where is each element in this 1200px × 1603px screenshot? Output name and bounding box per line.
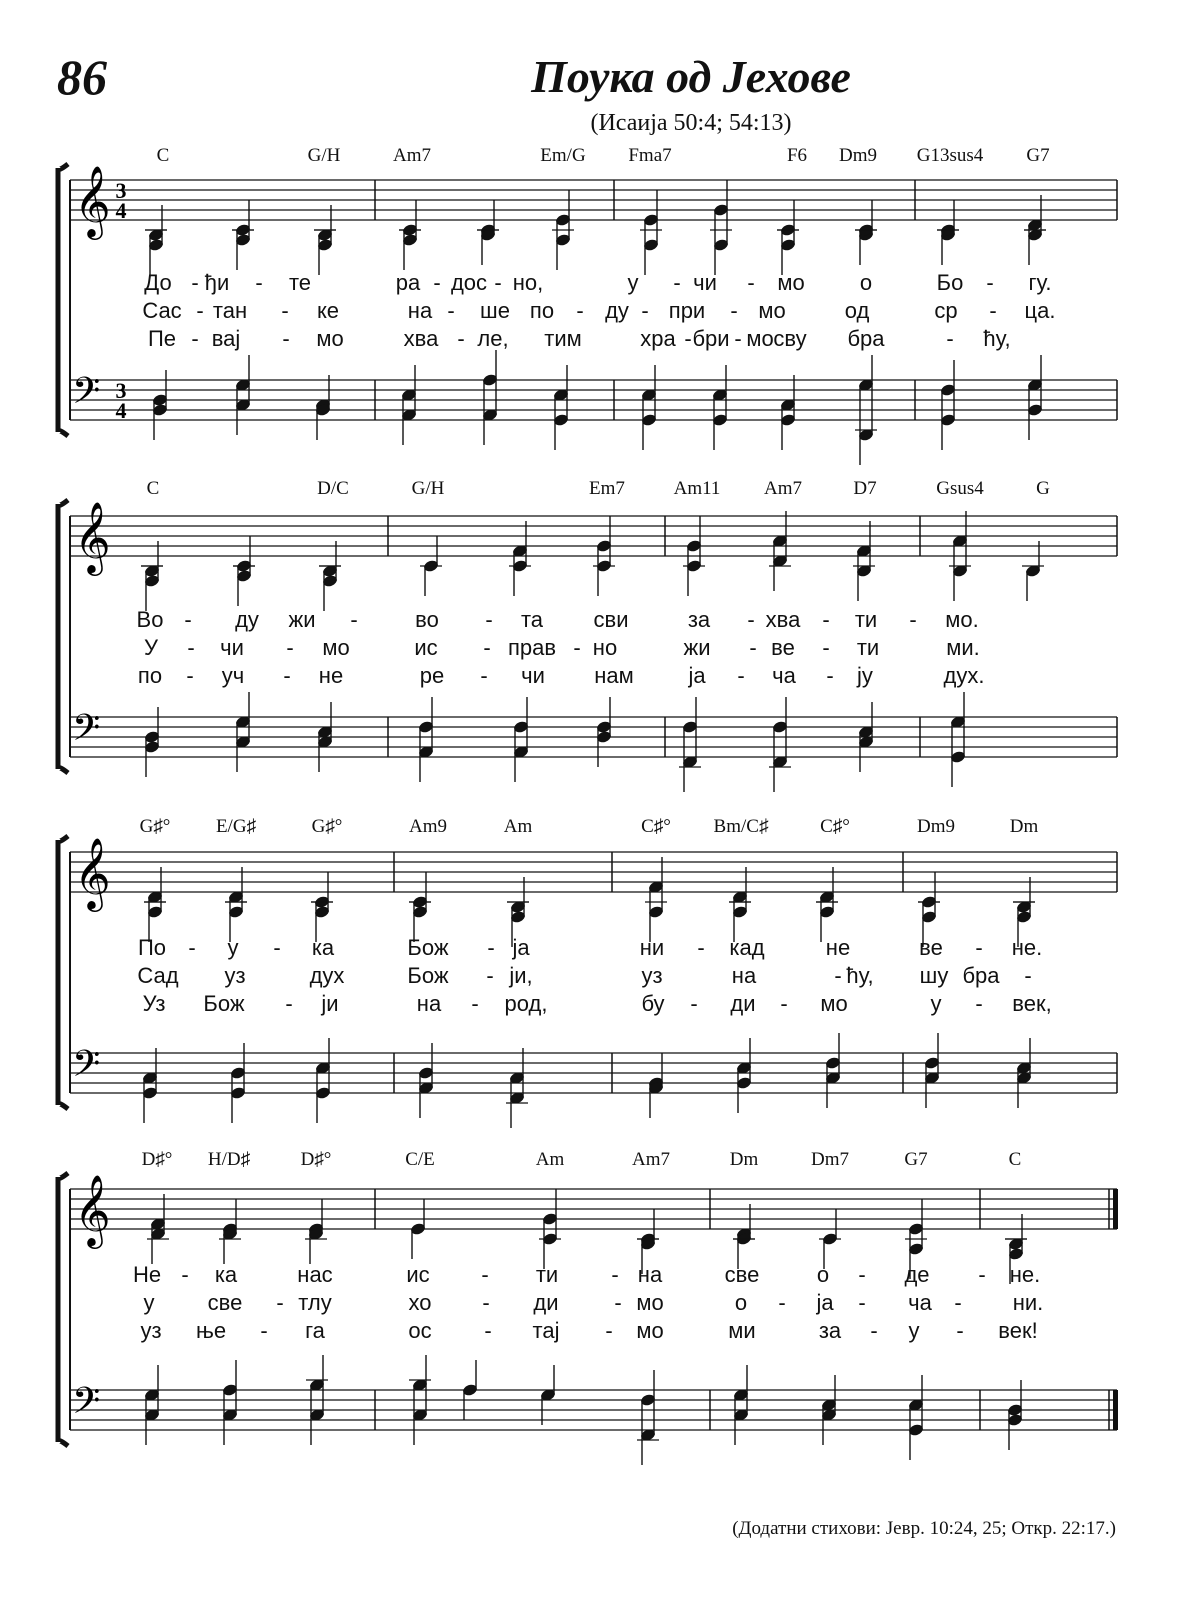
lyric-syllable-verse-3: хра xyxy=(640,326,676,351)
lyric-syllable-verse-1: дос xyxy=(450,270,488,295)
chord-symbol: Am7 xyxy=(632,1149,670,1170)
system-bracket xyxy=(58,836,68,1109)
system-4 xyxy=(58,1149,1118,1465)
chord-symbol: C xyxy=(146,478,160,499)
lyric-syllable-verse-2: Сад xyxy=(137,963,179,988)
lyric-syllable-verse-2: - xyxy=(483,635,491,660)
lyric-syllable-verse-2: - xyxy=(486,963,494,988)
bass-clef-icon: 𝄢 xyxy=(72,707,101,758)
lyric-syllable-verse-1: - xyxy=(181,1262,189,1287)
lyric-syllable-verse-2: мо xyxy=(636,1290,664,1315)
lyric-syllable-verse-3: ју xyxy=(857,663,873,688)
lyric-syllable-verse-3: мо xyxy=(820,991,848,1016)
lyric-syllable-verse-1: о xyxy=(859,270,873,295)
chord-symbol: Dm7 xyxy=(811,1149,849,1170)
lyric-syllable-verse-3: ре xyxy=(419,663,445,688)
lyric-syllable-verse-1: - xyxy=(978,1262,986,1287)
lyric-syllable-verse-3: - xyxy=(186,663,194,688)
lyric-syllable-verse-1: ти xyxy=(535,1262,559,1287)
lyric-syllable-verse-2: ми. xyxy=(946,635,980,660)
lyric-syllable-verse-1: - xyxy=(747,270,755,295)
chord-symbol: Dm9 xyxy=(917,816,955,837)
lyric-syllable-verse-3: хва xyxy=(403,326,439,351)
chord-symbol: Am9 xyxy=(409,816,447,837)
lyric-syllable-verse-1: - xyxy=(909,607,917,632)
lyric-syllable-verse-2: - xyxy=(196,298,204,323)
treble-clef-icon: 𝄞 xyxy=(74,164,111,237)
lyric-syllable-verse-2: - xyxy=(1024,963,1032,988)
time-signature-numerator: 3 xyxy=(115,378,127,403)
lyric-syllable-verse-2: на xyxy=(731,963,757,988)
lyric-syllable-verse-3: - xyxy=(285,991,293,1016)
chord-symbol: C♯° xyxy=(641,816,671,837)
treble-clef-icon: 𝄞 xyxy=(74,1173,111,1246)
lyric-syllable-verse-3: - xyxy=(457,326,465,351)
lyric-syllable-verse-1: - xyxy=(487,935,495,960)
lyric-syllable-verse-2: чи xyxy=(220,635,244,660)
lyric-syllable-verse-3: ос xyxy=(408,1318,432,1343)
lyric-syllable-verse-2: жи xyxy=(683,635,711,660)
lyric-syllable-verse-1: та xyxy=(520,607,544,632)
lyric-syllable-verse-1: не xyxy=(825,935,851,960)
lyric-syllable-verse-1: но, xyxy=(512,270,544,295)
chord-symbol: Em/G xyxy=(540,145,586,166)
lyric-syllable-verse-3: ћу, xyxy=(983,326,1011,351)
time-signature-denominator: 4 xyxy=(115,398,127,423)
lyric-syllable-verse-2: - xyxy=(834,963,842,988)
chord-symbol: D♯° xyxy=(300,1149,332,1170)
lyric-syllable-verse-1: - xyxy=(673,270,681,295)
lyric-syllable-verse-3: - xyxy=(956,1318,964,1343)
lyric-syllable-verse-1: ни xyxy=(639,935,665,960)
chord-symbol: Bm/C♯ xyxy=(713,816,769,837)
lyric-syllable-verse-2: - xyxy=(730,298,738,323)
lyric-syllable-verse-2: - xyxy=(447,298,455,323)
lyric-syllable-verse-3: - xyxy=(684,326,692,351)
lyric-syllable-verse-3: - xyxy=(870,1318,878,1343)
lyric-syllable-verse-3: за xyxy=(818,1318,842,1343)
lyric-syllable-verse-2: - xyxy=(749,635,757,660)
hymn-number: 86 xyxy=(57,49,107,105)
lyric-syllable-verse-3: - xyxy=(826,663,834,688)
lyric-syllable-verse-1: Не xyxy=(132,1262,162,1287)
lyric-syllable-verse-1: - xyxy=(611,1262,619,1287)
lyric-syllable-verse-3: уч xyxy=(221,663,245,688)
lyric-syllable-verse-1: чи xyxy=(693,270,717,295)
lyric-syllable-verse-1: - xyxy=(747,607,755,632)
chord-symbol: G7 xyxy=(1026,145,1050,166)
lyric-syllable-verse-3: - xyxy=(605,1318,613,1343)
chord-symbol: E/G♯ xyxy=(215,816,257,837)
lyric-syllable-verse-2: на xyxy=(407,298,433,323)
lyric-syllable-verse-1: Во xyxy=(136,607,164,632)
chord-symbol: Am11 xyxy=(673,478,721,499)
scripture-reference-text: (Исаија 50:4; 54:13) xyxy=(590,110,792,136)
chord-symbol: Fma7 xyxy=(628,145,672,166)
lyric-syllable-verse-2: - xyxy=(276,1290,284,1315)
lyric-syllable-verse-2: уз xyxy=(641,963,663,988)
lyric-syllable-verse-1: ја xyxy=(512,935,530,960)
chord-symbol: D/C xyxy=(317,478,349,499)
lyric-syllable-verse-1: во xyxy=(415,607,439,632)
lyric-syllable-verse-3: нам xyxy=(594,663,634,688)
chord-symbol: Dm xyxy=(729,1149,759,1170)
lyric-syllable-verse-1: - xyxy=(188,935,196,960)
chord-symbol: Dm9 xyxy=(839,145,877,166)
chord-symbol: G xyxy=(1036,478,1050,499)
lyric-syllable-verse-2: ве xyxy=(771,635,795,660)
lyric-syllable-verse-1: - xyxy=(191,270,199,295)
footer-note: (Додатни стихови: Јевр. 10:24, 25; Откр. 22:17.) xyxy=(732,1518,1116,1539)
chord-symbol: G♯° xyxy=(139,816,171,837)
lyric-syllable-verse-3: век, xyxy=(1012,991,1052,1016)
chord-symbol: Gsus4 xyxy=(936,478,984,499)
lyric-syllable-verse-2: - xyxy=(954,1290,962,1315)
lyric-syllable-verse-2: хо xyxy=(408,1290,432,1315)
lyric-syllable-verse-2: - xyxy=(822,635,830,660)
system-1 xyxy=(58,145,1117,465)
lyric-syllable-verse-1: мо. xyxy=(945,607,979,632)
lyric-syllable-verse-2: од xyxy=(844,298,870,323)
lyric-syllable-verse-1: ка xyxy=(311,935,335,960)
chord-symbol: Am7 xyxy=(764,478,802,499)
chord-symbol: G13sus4 xyxy=(916,145,984,166)
lyric-syllable-verse-1: жи xyxy=(288,607,316,632)
lyric-syllable-verse-1: хва xyxy=(765,607,801,632)
lyric-syllable-verse-1: не. xyxy=(1009,1262,1041,1287)
lyric-syllable-verse-2: ди xyxy=(533,1290,559,1315)
treble-clef-icon: 𝄞 xyxy=(74,500,111,573)
lyric-syllable-verse-2: бра xyxy=(962,963,1000,988)
lyric-syllable-verse-3: тај xyxy=(532,1318,560,1343)
treble-clef-icon: 𝄞 xyxy=(74,836,111,909)
lyric-syllable-verse-1: - xyxy=(822,607,830,632)
bass-clef-icon: 𝄢 xyxy=(72,1380,101,1431)
lyric-syllable-verse-2: - xyxy=(858,1290,866,1315)
lyric-syllable-verse-1: Бож xyxy=(407,935,449,960)
lyric-syllable-verse-2: У xyxy=(144,635,158,660)
lyric-syllable-verse-1: мо xyxy=(777,270,805,295)
lyric-syllable-verse-2: тлу xyxy=(298,1290,332,1315)
lyric-syllable-verse-2: ча xyxy=(908,1290,932,1315)
lyric-syllable-verse-2: ке xyxy=(316,298,340,323)
lyric-syllable-verse-3: ње xyxy=(195,1318,227,1343)
time-signature-numerator: 3 xyxy=(115,178,127,203)
lyric-syllable-verse-2: по xyxy=(529,298,555,323)
lyric-syllable-verse-3: ји xyxy=(321,991,339,1016)
lyric-syllable-verse-1: те xyxy=(288,270,312,295)
lyric-syllable-verse-1: - xyxy=(697,935,705,960)
lyric-syllable-verse-1: за xyxy=(687,607,711,632)
lyric-syllable-verse-1: До xyxy=(144,270,172,295)
lyric-syllable-verse-2: у xyxy=(143,1290,155,1315)
lyric-syllable-verse-3: Уз xyxy=(142,991,166,1016)
lyric-syllable-verse-1: ка xyxy=(214,1262,238,1287)
lyric-syllable-verse-2: Сас xyxy=(142,298,182,323)
lyric-syllable-verse-3: тим xyxy=(544,326,582,351)
system-2 xyxy=(58,478,1117,792)
lyric-syllable-verse-3: Бож xyxy=(203,991,245,1016)
lyric-syllable-verse-1: ис xyxy=(406,1262,430,1287)
lyric-syllable-verse-1: на xyxy=(637,1262,663,1287)
lyric-syllable-verse-3: ди xyxy=(730,991,756,1016)
lyric-syllable-verse-2: ћу, xyxy=(846,963,874,988)
chord-symbol: C xyxy=(1008,1149,1022,1170)
lyric-syllable-verse-1: гу. xyxy=(1028,270,1052,295)
lyric-syllable-verse-2: ни. xyxy=(1012,1290,1044,1315)
lyric-syllable-verse-2: тан xyxy=(212,298,248,323)
lyric-syllable-verse-2: уз xyxy=(224,963,246,988)
chord-symbol: G/H xyxy=(411,478,445,499)
lyric-syllable-verse-2: - xyxy=(187,635,195,660)
lyric-syllable-verse-2: - xyxy=(641,298,649,323)
lyric-syllable-verse-3: бу xyxy=(641,991,665,1016)
lyric-syllable-verse-2: ис xyxy=(414,635,438,660)
bass-clef-icon: 𝄢 xyxy=(72,1043,101,1094)
chord-symbol: Em7 xyxy=(589,478,625,499)
lyric-syllable-verse-3: у xyxy=(930,991,942,1016)
lyric-syllable-verse-3: - xyxy=(946,326,954,351)
lyric-syllable-verse-3: Пе xyxy=(147,326,177,351)
lyric-syllable-verse-1: - xyxy=(494,270,502,295)
chord-symbol: D7 xyxy=(853,478,877,499)
lyric-syllable-verse-3: - xyxy=(737,663,745,688)
lyric-syllable-verse-1: Бо xyxy=(936,270,964,295)
lyric-syllable-verse-3: бри xyxy=(692,326,730,351)
lyric-syllable-verse-3: дух. xyxy=(943,663,985,688)
lyric-syllable-verse-1: - xyxy=(481,1262,489,1287)
lyric-syllable-verse-1: нас xyxy=(297,1262,333,1287)
lyric-syllable-verse-3: век! xyxy=(998,1318,1038,1343)
lyric-syllable-verse-3: - xyxy=(780,991,788,1016)
lyric-syllable-verse-3: - xyxy=(480,663,488,688)
lyric-syllable-verse-1: ти xyxy=(854,607,878,632)
hymn-title-text: Поука од Јехове xyxy=(531,51,851,102)
lyric-syllable-verse-3: род, xyxy=(504,991,548,1016)
lyric-syllable-verse-1: ду xyxy=(235,607,259,632)
lyric-syllable-verse-3: ја xyxy=(688,663,706,688)
chord-symbol: F6 xyxy=(786,145,808,166)
lyric-syllable-verse-3: ле, xyxy=(477,326,509,351)
lyric-syllable-verse-3: по xyxy=(137,663,163,688)
lyric-syllable-verse-1: - xyxy=(273,935,281,960)
lyric-syllable-verse-1: све xyxy=(724,1262,760,1287)
chord-symbol: G/H xyxy=(307,145,341,166)
final-barline-thick xyxy=(1113,1189,1118,1229)
chord-symbol: Am7 xyxy=(393,145,431,166)
lyric-syllable-verse-2: прав xyxy=(507,635,557,660)
system-bracket xyxy=(58,1173,68,1446)
lyric-syllable-verse-1: ра xyxy=(395,270,421,295)
lyric-syllable-verse-2: дух xyxy=(309,963,345,988)
lyric-syllable-verse-3: - xyxy=(690,991,698,1016)
lyric-syllable-verse-2: - xyxy=(989,298,997,323)
final-barline-thick xyxy=(1113,1390,1118,1430)
lyric-syllable-verse-2: - xyxy=(286,635,294,660)
lyric-syllable-verse-2: ји, xyxy=(509,963,533,988)
lyric-syllable-verse-1: - xyxy=(184,607,192,632)
lyric-syllable-verse-1: кад xyxy=(729,935,765,960)
lyric-syllable-verse-2: при xyxy=(668,298,706,323)
lyric-syllable-verse-3: у xyxy=(908,1318,920,1343)
lyric-syllable-verse-2: ја xyxy=(816,1290,834,1315)
lyric-syllable-verse-2: све xyxy=(207,1290,243,1315)
time-signature-denominator: 4 xyxy=(115,198,127,223)
lyric-syllable-verse-2: но xyxy=(592,635,618,660)
lyric-syllable-verse-2: ду xyxy=(605,298,629,323)
lyric-syllable-verse-3: на xyxy=(416,991,442,1016)
lyric-syllable-verse-2: ти xyxy=(856,635,880,660)
lyric-syllable-verse-1: ве xyxy=(919,935,943,960)
lyric-syllable-verse-1: - xyxy=(433,270,441,295)
chord-symbol: C/E xyxy=(405,1149,435,1170)
chord-symbol: G♯° xyxy=(311,816,343,837)
lyric-syllable-verse-3: - xyxy=(260,1318,268,1343)
chord-symbol: Am xyxy=(503,816,533,837)
lyric-syllable-verse-2: - xyxy=(576,298,584,323)
lyric-syllable-verse-3: - xyxy=(975,991,983,1016)
lyric-syllable-verse-3: вај xyxy=(211,326,241,351)
chord-symbol: C xyxy=(156,145,170,166)
lyric-syllable-verse-1: ђи xyxy=(204,270,230,295)
chord-symbol: H/D♯ xyxy=(207,1149,251,1170)
lyric-syllable-verse-3: сву xyxy=(773,326,807,351)
lyric-syllable-verse-2: - xyxy=(573,635,581,660)
lyric-syllable-verse-2: ше xyxy=(480,298,510,323)
bass-clef-icon: 𝄢 xyxy=(72,370,101,421)
lyric-syllable-verse-1: - xyxy=(350,607,358,632)
lyric-syllable-verse-1: о xyxy=(816,1262,830,1287)
system-bracket xyxy=(58,164,68,436)
system-3 xyxy=(58,816,1117,1128)
lyric-syllable-verse-3: - xyxy=(283,663,291,688)
lyric-syllable-verse-3: не xyxy=(318,663,344,688)
lyric-syllable-verse-3: - xyxy=(282,326,290,351)
lyric-syllable-verse-1: сви xyxy=(593,607,629,632)
lyric-syllable-verse-1: - xyxy=(986,270,994,295)
lyric-syllable-verse-3: мо xyxy=(636,1318,664,1343)
lyric-syllable-verse-3: чи xyxy=(521,663,545,688)
lyric-syllable-verse-1: у xyxy=(227,935,239,960)
lyric-syllable-verse-1: у xyxy=(627,270,639,295)
lyric-syllable-verse-3: - xyxy=(471,991,479,1016)
chord-symbol: Am xyxy=(535,1149,565,1170)
lyric-syllable-verse-1: не. xyxy=(1011,935,1043,960)
lyric-syllable-verse-3: - xyxy=(734,326,742,351)
lyric-syllable-verse-2: ца. xyxy=(1024,298,1056,323)
lyric-syllable-verse-3: уз xyxy=(140,1318,162,1343)
lyric-syllable-verse-2: о xyxy=(734,1290,748,1315)
lyric-syllable-verse-2: - xyxy=(482,1290,490,1315)
lyric-syllable-verse-2: Бож xyxy=(407,963,449,988)
system-bracket xyxy=(58,500,68,773)
lyric-syllable-verse-3: ми xyxy=(728,1318,756,1343)
lyric-syllable-verse-3: ча xyxy=(772,663,796,688)
lyric-syllable-verse-1: - xyxy=(975,935,983,960)
chord-symbol: G7 xyxy=(904,1149,928,1170)
chord-symbol: D♯° xyxy=(141,1149,173,1170)
chord-symbol: C♯° xyxy=(820,816,850,837)
lyric-syllable-verse-3: бра xyxy=(847,326,885,351)
chord-symbol: Dm xyxy=(1009,816,1039,837)
lyric-syllable-verse-1: де xyxy=(904,1262,930,1287)
lyric-syllable-verse-2: - xyxy=(778,1290,786,1315)
lyric-syllable-verse-1: По xyxy=(137,935,167,960)
lyric-syllable-verse-2: - xyxy=(614,1290,622,1315)
lyric-syllable-verse-2: мо xyxy=(758,298,786,323)
lyric-syllable-verse-1: - xyxy=(485,607,493,632)
lyric-syllable-verse-3: мо xyxy=(316,326,344,351)
lyric-syllable-verse-3: мо xyxy=(746,326,774,351)
lyric-syllable-verse-3: - xyxy=(191,326,199,351)
lyric-syllable-verse-1: - xyxy=(255,270,263,295)
lyric-syllable-verse-3: - xyxy=(484,1318,492,1343)
lyric-syllable-verse-2: ср xyxy=(934,298,958,323)
lyric-syllable-verse-1: - xyxy=(858,1262,866,1287)
lyric-syllable-verse-2: - xyxy=(281,298,289,323)
lyric-syllable-verse-3: га xyxy=(305,1318,325,1343)
lyric-syllable-verse-2: шу xyxy=(919,963,949,988)
lyric-syllable-verse-2: мо xyxy=(322,635,350,660)
